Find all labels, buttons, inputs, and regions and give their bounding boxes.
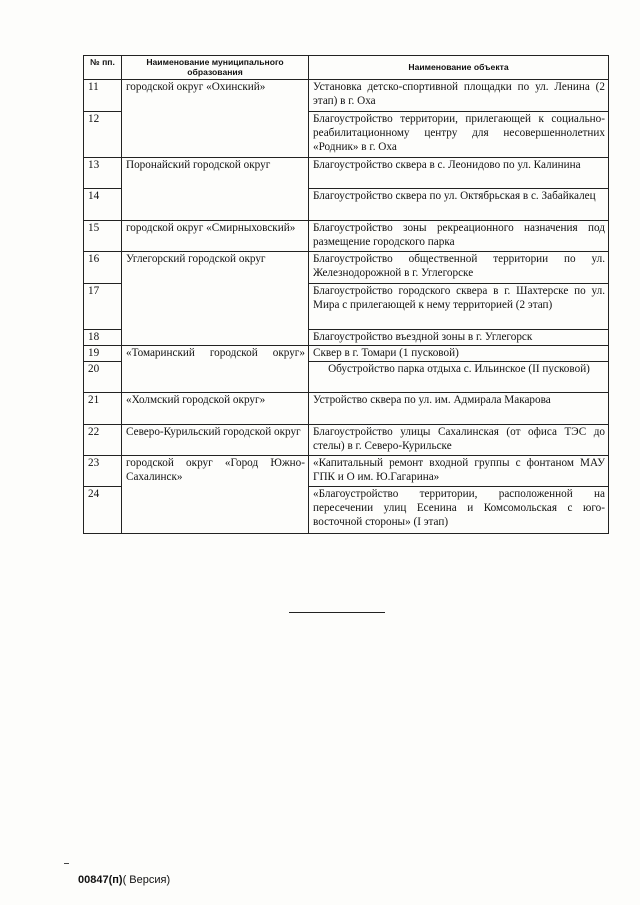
- object-cell: Обустройство парка отдыха с. Ильинское (II пусковой): [309, 362, 609, 393]
- object-cell: Благоустройство сквера в с. Леонидово по ул. Калинина: [309, 158, 609, 189]
- row-number: 21: [84, 393, 122, 425]
- municipality-cell: Поронайский городской округ: [122, 158, 309, 221]
- object-cell: Благоустройство территории, прилегающей к социально-реабилитационному центру для несовершеннолетних «Родник» в г. Оха: [309, 112, 609, 158]
- object-cell: Благоустройство улицы Сахалинская (от офиса ТЭС до стелы) в г. Северо-Курильске: [309, 425, 609, 456]
- object-cell: Благоустройство зоны рекреационного назначения под размещение городского парка: [309, 221, 609, 252]
- municipality-cell: Углегорский городской округ: [122, 252, 309, 346]
- row-number: 17: [84, 284, 122, 330]
- table-row: [84, 80, 609, 112]
- object-cell: Благоустройство сквера по ул. Октябрьская в с. Забайкалец: [309, 189, 609, 221]
- objects-table: [83, 55, 609, 534]
- row-number: 14: [84, 189, 122, 221]
- document-version: ( Версия): [122, 874, 171, 886]
- row-number: 13: [84, 158, 122, 189]
- row-number: 12: [84, 112, 122, 158]
- row-number: 23: [84, 456, 122, 487]
- closing-divider: [289, 612, 385, 613]
- row-number: 22: [84, 425, 122, 456]
- object-cell: Сквер в г. Томари (1 пусковой): [309, 346, 609, 362]
- table-row: [84, 425, 609, 456]
- table-header-row: [84, 56, 609, 80]
- row-number: 15: [84, 221, 122, 252]
- object-cell: «Капитальный ремонт входной группы с фонтаном МАУ ГПК и О им. Ю.Гагарина»: [309, 456, 609, 487]
- document-code: 00847(п): [78, 874, 123, 886]
- table-row: [84, 456, 609, 487]
- row-number: 20: [84, 362, 122, 393]
- municipality-cell: городской округ «Охинский»: [122, 80, 309, 158]
- footer-mark: [64, 863, 69, 864]
- object-cell: Устройство сквера по ул. им. Адмирала Макарова: [309, 393, 609, 425]
- object-cell: Установка детско-спортивной площадки по ул. Ленина (2 этап) в г. Оха: [309, 80, 609, 112]
- header-municipality: Наименование муниципального образования: [122, 56, 309, 80]
- row-number: 19: [84, 346, 122, 362]
- municipality-cell: городской округ «Смирныховский»: [122, 221, 309, 252]
- document-footer: [78, 874, 170, 886]
- table-row: [84, 393, 609, 425]
- object-cell: Благоустройство въездной зоны в г. Углегорск: [309, 330, 609, 346]
- table-row: [84, 158, 609, 189]
- object-cell: Благоустройство городского сквера в г. Шахтерске по ул. Мира с прилегающей к нему территорией (2 этап): [309, 284, 609, 330]
- row-number: 18: [84, 330, 122, 346]
- municipality-cell: городской округ «Город Южно-Сахалинск»: [122, 456, 309, 534]
- object-cell: Благоустройство общественной территории по ул. Железнодорожной в г. Углегорске: [309, 252, 609, 284]
- header-num: № пп.: [84, 56, 122, 80]
- table-row: [84, 346, 609, 362]
- table-row: [84, 221, 609, 252]
- header-object: Наименование объекта: [309, 56, 609, 80]
- row-number: 16: [84, 252, 122, 284]
- municipality-cell: «Томаринский городской округ»: [122, 346, 309, 393]
- table-row: [84, 252, 609, 284]
- municipality-cell: Северо-Курильский городской округ: [122, 425, 309, 456]
- object-cell: «Благоустройство территории, расположенной на пересечении улиц Есенина и Комсомольская с юго-восточной стороны» (I этап): [309, 487, 609, 534]
- row-number: 11: [84, 80, 122, 112]
- row-number: 24: [84, 487, 122, 534]
- municipality-cell: «Холмский городской округ»: [122, 393, 309, 425]
